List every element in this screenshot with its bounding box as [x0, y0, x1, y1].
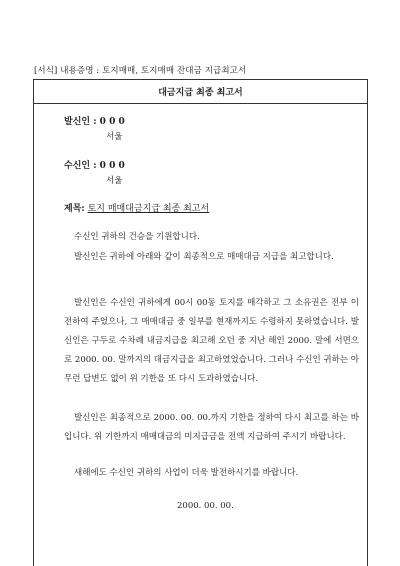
- subject-text: 토지 매매대금지급 최종 최고서: [87, 204, 210, 214]
- sender-address: 서울: [106, 132, 123, 142]
- sender-label: 발신인 : 0 0 0: [64, 117, 125, 127]
- recipient-label: 수신인 : 0 0 0: [64, 161, 125, 171]
- paragraph-closing: 새해에도 수신인 귀하의 사업이 더욱 발전하시기를 바랍니다.: [74, 468, 299, 478]
- document-title: 대금지급 최종 최고서: [34, 80, 367, 104]
- paragraph-notice: 발신인은 귀하에 아래와 같이 최종적으로 매매대금 지급을 최고합니다.: [74, 252, 334, 262]
- document-date: 2000. 00. 00.: [177, 501, 234, 511]
- recipient-address: 서울: [106, 176, 123, 186]
- paragraph-greeting: 수신인 귀하의 건승을 기원합니다.: [74, 232, 200, 242]
- subject-label: 제목:: [64, 204, 85, 214]
- paragraph-demand: 발신인은 최종적으로 2000. 00. 00.까지 기한을 정하여 다시 최고를 하는 바입니다. 위 기한까지 매매대금의 미지급금을 전액 지급하여 주시기 바랍니다.: [64, 413, 359, 442]
- paragraph-background: 발신인은 수신인 귀하에게 00시 00동 토지를 매각하고 그 소유권은 전부 이전하여 주었으나, 그 매매대금 중 일부를 현재까지도 수령하지 못하였습니다. 발신인은 구두로 수차례 내금지급을 최고해 오던 중 지난 해인 2000. 말에 서면으로 2000. 00. 말까지의 대금지급을 최고하였었습니다. 그러나 수신인 귀하는 아무런 답변도 없이 위 기한을 또 다시 도과하였습니다.: [64, 298, 359, 384]
- document-box: [33, 79, 368, 566]
- subject-line: [64, 201, 209, 214]
- form-label: [서식] 내용증명 : 토지매매, 토지매매 잔대금 지급최고서: [34, 66, 247, 76]
